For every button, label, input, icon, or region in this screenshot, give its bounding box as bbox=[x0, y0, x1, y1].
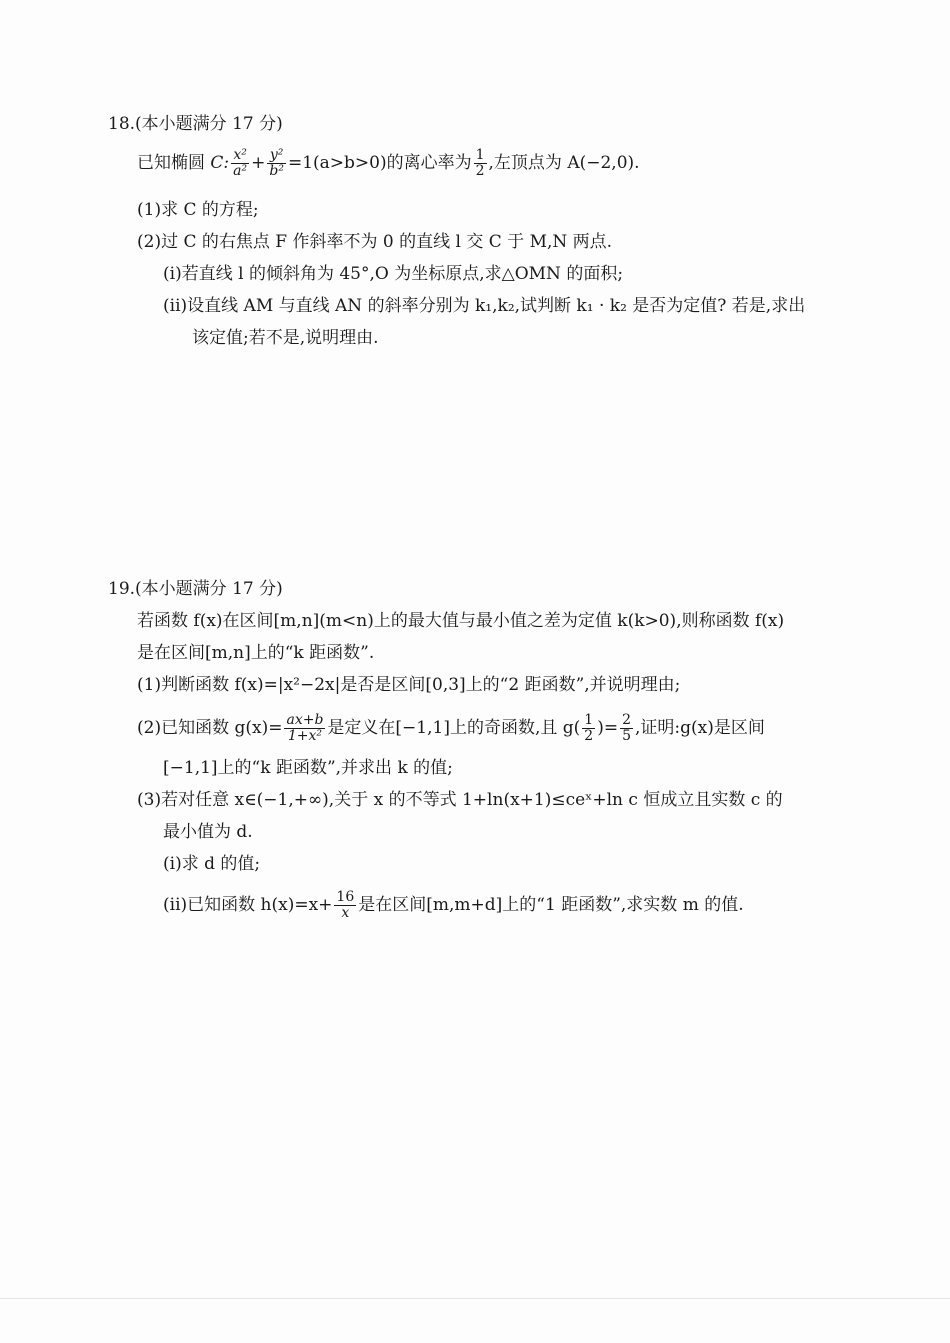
problem-19-part-3: (3)若对任意 x∈(−1,+∞),关于 x 的不等式 1+ln(x+1)≤ceˣ+ln c 恒成立且实数 c 的 bbox=[137, 790, 783, 810]
fraction-numerator: y² bbox=[267, 148, 286, 164]
fraction-numerator: x² bbox=[231, 148, 249, 164]
fraction-denominator: 2 bbox=[475, 163, 485, 179]
fraction-denominator: b² bbox=[269, 163, 284, 179]
part-text: 是在区间[m,m+d]上的“1 距函数”,求实数 m 的值. bbox=[358, 895, 744, 915]
fraction-y2-b2 bbox=[267, 148, 286, 179]
fraction-x2-a2 bbox=[231, 148, 249, 179]
problem-19-stem-1: 若函数 f(x)在区间[m,n](m<n)上的最大值与最小值之差为定值 k(k>0),则称函数 f(x) bbox=[137, 611, 785, 631]
part-text: (2)已知函数 g(x)= bbox=[137, 718, 283, 738]
plus-sign: + bbox=[251, 153, 266, 173]
fraction-numerator: 2 bbox=[622, 712, 632, 728]
problem-18-part-2-ii: (ii)设直线 AM 与直线 AN 的斜率分别为 k₁,k₂,试判断 k₁ · k₂ 是否为定值? 若是,求出 bbox=[163, 296, 806, 316]
problem-19-part-2-cont: [−1,1]上的“k 距函数”,并求出 k 的值; bbox=[163, 758, 453, 778]
problem-18-part-2-i: (i)若直线 l 的倾斜角为 45°,O 为坐标原点,求△OMN 的面积; bbox=[163, 264, 624, 284]
fraction-two-fifths bbox=[620, 713, 633, 744]
stem-text: ,左顶点为 A(−2,0). bbox=[488, 153, 640, 173]
problem-18-part-2: (2)过 C 的右焦点 F 作斜率不为 0 的直线 l 交 C 于 M,N 两点. bbox=[137, 232, 613, 252]
problem-19-part-3-i: (i)求 d 的值; bbox=[163, 854, 261, 874]
problem-19-part-3-ii bbox=[163, 890, 744, 921]
page-divider bbox=[0, 1298, 950, 1299]
fraction-g-definition bbox=[284, 713, 325, 744]
problem-19-stem-2: 是在区间[m,n]上的“k 距函数”. bbox=[137, 643, 375, 663]
part-text: ,证明:g(x)是区间 bbox=[635, 718, 765, 738]
problem-18-part-1: (1)求 C 的方程; bbox=[137, 200, 259, 220]
fraction-one-half bbox=[474, 148, 487, 179]
fraction-numerator: 16 bbox=[336, 889, 355, 905]
problem-19-part-3-cont: 最小值为 d. bbox=[163, 822, 253, 842]
problem-19-part-2 bbox=[137, 713, 765, 744]
part-text: )= bbox=[597, 718, 619, 738]
part-text: 是定义在[−1,1]上的奇函数,且 g( bbox=[327, 718, 581, 738]
stem-text: 已知椭圆 bbox=[137, 153, 211, 173]
problem-18-part-2-ii-cont: 该定值;若不是,说明理由. bbox=[192, 328, 379, 348]
problem-18-header: 18.(本小题满分 17 分) bbox=[108, 114, 283, 134]
stem-text: =1(a>b>0)的离心率为 bbox=[287, 153, 472, 173]
fraction-numerator: ax+b bbox=[286, 712, 324, 728]
fraction-numerator: 1 bbox=[475, 147, 485, 163]
fraction-numerator: 1 bbox=[584, 712, 594, 728]
fraction-one-half bbox=[582, 713, 595, 744]
fraction-denominator: x bbox=[341, 905, 350, 921]
problem-19-header: 19.(本小题满分 17 分) bbox=[108, 579, 283, 599]
problem-19-part-1: (1)判断函数 f(x)=|x²−2x|是否是区间[0,3]上的“2 距函数”,并说明理由; bbox=[137, 675, 681, 695]
problem-18-stem bbox=[137, 148, 640, 179]
fraction-denominator: 1+x² bbox=[287, 728, 323, 744]
fraction-16-over-x bbox=[334, 890, 356, 921]
fraction-denominator: 2 bbox=[584, 728, 594, 744]
fraction-denominator: a² bbox=[233, 163, 248, 179]
part-text: (ii)已知函数 h(x)=x+ bbox=[163, 895, 333, 915]
stem-ellipse-name: C: bbox=[210, 153, 230, 173]
fraction-denominator: 5 bbox=[622, 728, 632, 744]
